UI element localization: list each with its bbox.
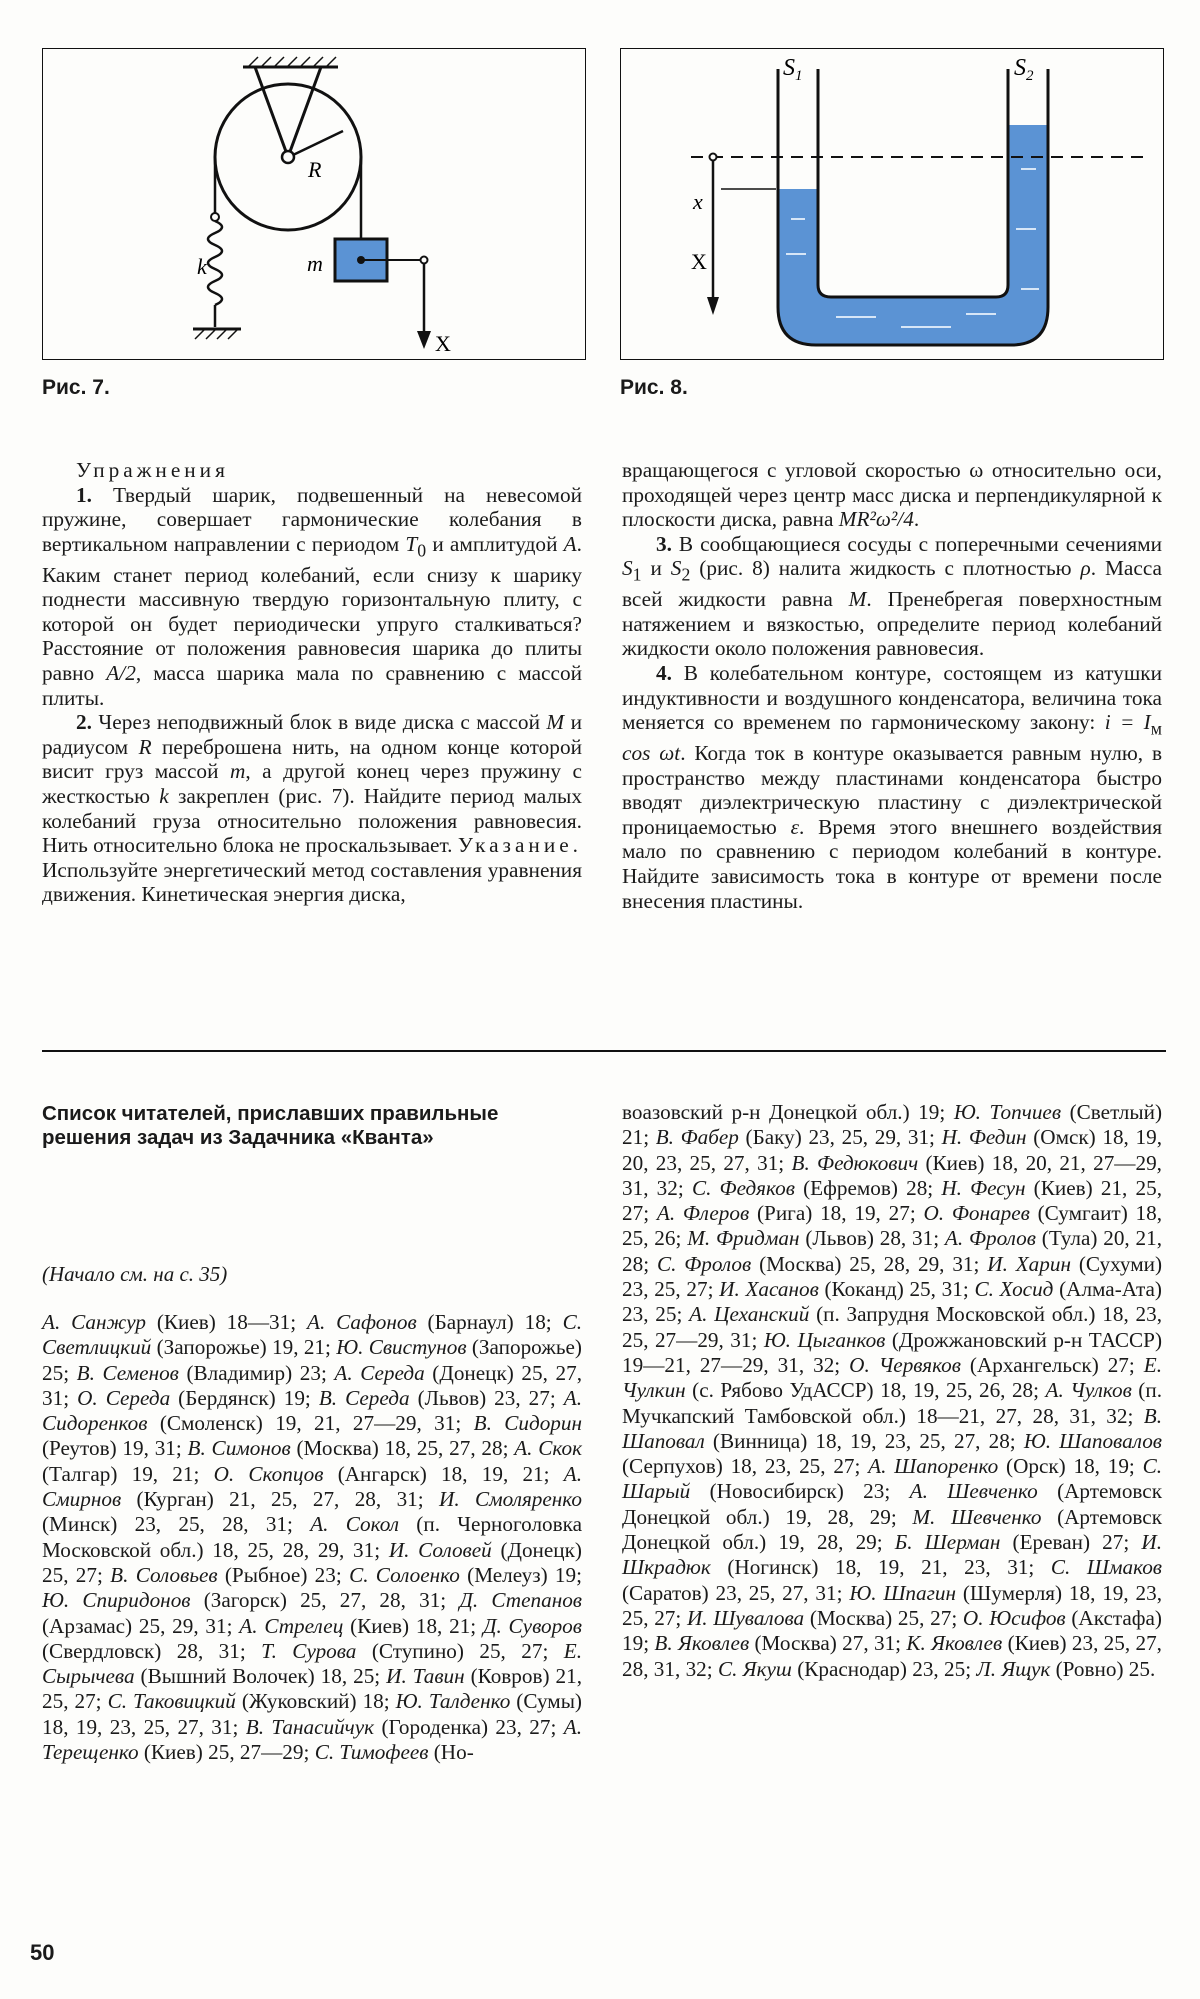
reader-details: (Сумгаит) 18, 25, 26; (622, 1201, 1163, 1251)
reader-name: В. Фабер (655, 1125, 739, 1150)
reader-details: (Рыбное) 23; (217, 1562, 350, 1587)
reader-details: (с. Рябово УдАССР) 18, 19, 25, 26, 28; (685, 1378, 1046, 1403)
reader-details: (Загорск) 25, 27, 28, 31; (190, 1588, 460, 1613)
reader-name: С. Светлицкий (42, 1310, 582, 1360)
reader-name: И. Шувалова (686, 1605, 805, 1630)
reader-name: А. Шевченко (909, 1479, 1038, 1504)
reader-name: А. Стрелец (239, 1613, 344, 1638)
label-m: m (307, 251, 323, 276)
reader-name: Ю. Цыганков (763, 1327, 886, 1352)
reader-details: (Баку) 23, 25, 29, 31; (738, 1125, 942, 1150)
reader-entry (77, 1386, 319, 1410)
reader-name: Л. Ящук (976, 1656, 1051, 1681)
reader-details: (Алма-Ата) 23, 25; (622, 1277, 1162, 1327)
readers-left-column (42, 1310, 582, 1765)
label-R: R (308, 157, 322, 182)
reader-name: А. Флеров (656, 1201, 750, 1226)
exercises-left-column (42, 458, 582, 907)
reader-details: (Киев) 18, 21; (343, 1613, 483, 1638)
reader-entry (687, 1226, 945, 1250)
reader-name: В. Сидорин (473, 1411, 582, 1436)
reader-name: С. Якуш (717, 1656, 792, 1681)
reader-entry (108, 1689, 396, 1713)
exercise-2-continued: вращающегося с угловой скоростью ω относительно оси, проходящей через центр масс диска и перпендикулярной к плоскости диска, равна MR²ω²/4. (622, 458, 1162, 532)
section-divider (42, 1050, 1166, 1052)
reader-details: (Краснодар) 23, 25; (791, 1656, 977, 1681)
reader-name: Ю. Свистунов (336, 1335, 467, 1360)
reader-details: (Москва) 18, 25, 27, 28; (290, 1436, 515, 1461)
reader-details: (Сухуми) 23, 25, 27; (622, 1251, 1162, 1302)
reader-details: (Акстафа) 19; (622, 1605, 1162, 1656)
reader-details: (Коканд) 25, 31; (818, 1277, 975, 1302)
reader-details: (Тула) 20, 21, 28; (622, 1226, 1162, 1276)
reader-details: (Киев) 18—31; (145, 1310, 308, 1334)
reader-entry (692, 1176, 941, 1200)
reader-entry (42, 1588, 459, 1612)
reader-name: С. Шмаков (1050, 1555, 1162, 1580)
reader-name: А. Сидоренков (42, 1385, 583, 1436)
reader-entry (976, 1657, 1155, 1681)
reader-details: (Донецк) 25, 27, 31; (42, 1360, 582, 1410)
reader-name: Д. Степанов (459, 1588, 582, 1613)
reader-name: И. Шкрадюк (622, 1530, 1163, 1580)
reader-name: И. Тавин (386, 1664, 465, 1689)
reader-details: (Артемовск Донецкой обл.) 19, 28, 29; (622, 1504, 1162, 1555)
page-number: 50 (30, 1940, 55, 1965)
reader-details: (Барнаул) 18; (416, 1310, 563, 1334)
reader-name: А. Чулков (1045, 1378, 1132, 1403)
reader-details: (Смоленск) 19, 21, 27—29, 31; (147, 1411, 474, 1436)
reader-details: (Рига) 18, 19, 27; (749, 1201, 924, 1226)
reader-details: (Донецк) 25, 27; (42, 1537, 582, 1587)
reader-name: А. Цеханский (689, 1302, 810, 1327)
label-X: X (435, 331, 451, 356)
figure-7-caption: Рис. 7. (42, 376, 110, 399)
reader-details: (Ровно) 25. (1050, 1656, 1156, 1681)
reader-entry (656, 1125, 942, 1149)
reader-name: А. Сокол (310, 1512, 400, 1537)
reader-details: (п. Черноголовка Московской обл.) 18, 25, 28, 29, 31; (42, 1512, 582, 1562)
reader-entry (654, 1631, 906, 1655)
exercise-1: 1. Твердый шарик, подвешенный на невесомой пружине, совершает гармонические колебания в вертикальном направлении с периодом $T_0$ и амплитудой A. Каким станет период колебаний, если снизу к шарику поднести массивную твердую горизонтальную плиту, с которой он будет периодически упруго сталкиваться? Расстояние от положения равновесия шарика до плиты равно A/2, масса шарика мала по сравнению с массой плиты. (42, 482, 582, 710)
reader-name: М. Фридман (687, 1226, 800, 1251)
reader-entry (214, 1462, 564, 1486)
label-S2: $S_2$ (1014, 55, 1034, 84)
reader-name: И. Смоляренко (439, 1487, 582, 1512)
reader-entry (315, 1740, 474, 1764)
reader-name: В. Симонов (187, 1436, 291, 1461)
label-k: k (197, 254, 207, 279)
pulley-spring-diagram (43, 49, 585, 359)
reader-details: (Владимир) 23; (178, 1360, 335, 1385)
reader-name: В. Федюкович (791, 1150, 919, 1175)
reader-details: (Мелеуз) 19; (459, 1562, 582, 1587)
reader-name: Е. Чулкин (622, 1352, 1162, 1403)
reader-name: В. Соловьев (110, 1562, 218, 1587)
reader-name: Т. Сурова (261, 1638, 357, 1663)
reader-name: И. Соловей (388, 1537, 492, 1562)
reader-details: (Москва) 27, 31; (749, 1631, 907, 1656)
reader-name: Ю. Талденко (395, 1689, 511, 1714)
reader-name: В. Яковлев (654, 1631, 750, 1656)
reader-details: (Саратов) 23, 25, 27, 31; (622, 1580, 850, 1605)
reader-name: С. Тимофеев (314, 1740, 429, 1765)
label-X-axis: X (691, 249, 707, 274)
reader-entry (895, 1530, 1142, 1554)
reader-entry (687, 1606, 963, 1630)
reader-details: (Дрожжановский р-н ТАССР) 19—21, 27—29, 31, 32; (622, 1327, 1162, 1377)
reader-entry (719, 1277, 974, 1301)
reader-name: С. Солоенко (349, 1562, 460, 1587)
exercises-right-column (622, 458, 1162, 913)
reader-details: (Винница) 18, 19, 23, 25, 27, 28; (704, 1428, 1024, 1453)
reader-name: А. Сафонов (307, 1310, 417, 1334)
reader-details: (Львов) 23, 27; (409, 1385, 564, 1410)
reader-name: О. Середа (77, 1385, 171, 1410)
reader-details: (Шумерля) 18, 19, 23, 25, 27; (622, 1580, 1163, 1630)
reader-entry (657, 1252, 987, 1276)
reader-name: С. Федяков (691, 1175, 795, 1200)
reader-name: Н. Фесун (941, 1175, 1026, 1200)
reader-details: (Сумы) 18, 19, 23, 25, 27, 31; (42, 1689, 582, 1739)
reader-name: О. Скопцов (213, 1461, 324, 1486)
exercise-2: 2. Через неподвижный блок в виде диска с массой M и радиусом R переброшена нить, на одном конце которой висит груз массой m, а другой конец через пружину с жесткостью k закреплен (рис. 7). Найдите период малых колебаний груза относительно положения равновесия. Нить относительно блока не проскальзывает. Указание. Используйте энергетический метод составления уравнения движения. Кинетическая энергия диска, (42, 710, 582, 907)
reader-details: (Киев) 21, 25, 27; (622, 1175, 1163, 1226)
reader-name: Ю. Шпагин (849, 1580, 956, 1605)
reader-details: (Новосибирск) 23; (690, 1479, 910, 1504)
reader-name: О. Червяков (849, 1352, 961, 1377)
reader-entry (261, 1639, 564, 1663)
reader-details: (п. Запрудня Московской обл.) 18, 23, 25, 27—29, 31; (622, 1302, 1163, 1352)
exercises-heading: Упражнения (76, 458, 229, 482)
reader-details: (Жуковский) 18; (235, 1689, 396, 1714)
reader-details: (Минск) 23, 25, 28, 31; (42, 1512, 311, 1537)
reader-name: С. Фролов (656, 1251, 752, 1276)
reader-entry (849, 1353, 1144, 1377)
reader-entry (307, 1310, 563, 1334)
label-x: x (693, 189, 703, 214)
reader-details: (Вышний Волочек) 18, 25; (134, 1664, 387, 1689)
reader-entry (110, 1563, 349, 1587)
reader-details: (Запорожье) 25; (42, 1335, 582, 1385)
reader-entry (319, 1386, 564, 1410)
reader-name: О. Юсифов (962, 1605, 1066, 1630)
readers-right-column (622, 1100, 1162, 1682)
reader-details: (Реутов) 19, 31; (42, 1436, 188, 1461)
readers-start-note: (Начало см. на с. 35) (42, 1262, 228, 1286)
reader-name: А. Смирнов (42, 1461, 582, 1512)
reader-name: А. Середа (334, 1360, 425, 1385)
reader-name: С. Таковицкий (107, 1689, 236, 1714)
figure-7-pulley (42, 48, 586, 360)
reader-details: (Ефремов) 28; (794, 1175, 942, 1200)
reader-details: (Ереван) 27; (1000, 1530, 1142, 1555)
reader-entry (188, 1436, 515, 1460)
reader-entry (868, 1454, 1142, 1478)
reader-entry (246, 1715, 564, 1739)
reader-entry (42, 1310, 307, 1334)
reader-details: (Ковров) 21, 25, 27; (42, 1664, 582, 1714)
reader-details: (Львов) 28, 31; (799, 1226, 945, 1251)
reader-name: В. Танасийчук (245, 1714, 375, 1739)
reader-name: Д. Суворов (482, 1613, 582, 1638)
reader-details: (Артемовск Донецкой обл.) 19, 28, 29; (622, 1479, 1162, 1529)
figure-8-u-tube (620, 48, 1164, 360)
reader-details: (Серпухов) 18, 23, 25, 27; (622, 1454, 869, 1479)
reader-details: (п. Мучкапский Тамбовской обл.) 18—21, 27, 28, 31, 32; (622, 1378, 1162, 1428)
reader-name: А. Санжур (42, 1310, 146, 1334)
reader-details: (Киев) 23, 25, 27, 28, 31, 32; (622, 1631, 1162, 1681)
reader-details: (Светлый) 21; (622, 1100, 1163, 1150)
reader-details: (Бердянск) 19; (170, 1385, 319, 1410)
communicating-vessels-diagram (621, 49, 1163, 359)
reader-entry (622, 1100, 954, 1124)
reader-name: А. Фролов (944, 1226, 1036, 1251)
reader-name: Е. Сырычева (42, 1638, 582, 1689)
readers-list-title: Список читателей, приславших правильные решения задач из Задачника «Кванта» (42, 1102, 499, 1149)
reader-name: М. Шевченко (912, 1504, 1042, 1529)
reader-name: О. Фонарев (923, 1201, 1030, 1226)
reader-name: В. Середа (318, 1385, 410, 1410)
reader-details: воазовский р-н Донецкой обл.) 19; (622, 1100, 954, 1124)
reader-details: (Москва) 25, 27; (804, 1605, 963, 1630)
reader-details: (Арзамас) 25, 29, 31; (42, 1613, 240, 1638)
reader-name: А. Терещенко (42, 1714, 582, 1765)
reader-entry (657, 1201, 924, 1225)
reader-details: (Ангарск) 18, 19, 21; (323, 1461, 564, 1486)
reader-name: В. Шаповал (622, 1403, 1162, 1453)
reader-details: (Киев) 25, 27—29; (138, 1740, 315, 1765)
reader-name: Н. Федин (941, 1125, 1027, 1150)
label-S1: $S_1$ (783, 55, 803, 84)
reader-name: Ю. Спиридонов (42, 1588, 191, 1613)
reader-details: (Городенка) 23, 27; (374, 1714, 564, 1739)
reader-details: (Омск) 18, 19, 20, 23, 25, 27, 31; (622, 1125, 1162, 1175)
reader-details: (Запорожье) 19, 21; (151, 1335, 337, 1360)
reader-name: И. Харин (987, 1251, 1071, 1276)
reader-name: Ю. Топчиев (953, 1100, 1062, 1124)
reader-name: С. Хосид (974, 1277, 1054, 1302)
reader-details: (Архангельск) 27; (960, 1352, 1144, 1377)
reader-name: А. Скок (514, 1436, 582, 1461)
reader-name: И. Хасанов (719, 1277, 819, 1302)
reader-details: (Свердловск) 28, 31; (42, 1638, 262, 1663)
reader-details: (Но- (428, 1740, 474, 1765)
reader-entry (77, 1361, 335, 1385)
reader-details: (Талгар) 19, 21; (42, 1461, 214, 1486)
reader-details: (Ногинск) 18, 19, 21, 23, 31; (710, 1555, 1051, 1580)
reader-name: К. Яковлев (906, 1631, 1003, 1656)
reader-details: (Курган) 21, 25, 27, 28, 31; (121, 1487, 440, 1512)
reader-details: (Москва) 25, 28, 29, 31; (751, 1251, 988, 1276)
reader-entry (718, 1657, 976, 1681)
reader-name: А. Шапоренко (868, 1454, 999, 1479)
figure-8-caption: Рис. 8. (620, 376, 688, 399)
reader-name: Ю. Шаповалов (1023, 1428, 1162, 1453)
reader-name: В. Семенов (76, 1360, 179, 1385)
reader-entry (239, 1614, 483, 1638)
exercise-3: 3. В сообщающиеся сосуды с поперечными сечениями $S_1$ и $S_2$ (рис. 8) налита жидкость с плотностью ρ. Масса всей жидкости равна M. Пренебрегая поверхностным натяжением и вязкостью, определите период колебаний жидкости около положения равновесия. (622, 531, 1163, 661)
reader-details: (Орск) 18, 19; (998, 1454, 1143, 1479)
reader-name: С. Шарый (622, 1454, 1162, 1504)
reader-entry (349, 1563, 582, 1587)
reader-name: Б. Шерман (894, 1530, 1001, 1555)
exercise-4: 4. В колебательном контуре, состоящем из катушки индуктивности и воздушного конденсатора, величина тока меняется со временем по гармоническому закону: $i = I_м$ cos ωt. Когда ток в контуре оказывается равным нулю, в пространство между пластинами конденсатора быстро вводят диэлектрическую пластину с диэлектрической проницаемостью ε. Время этого внешнего воздействия мало по сравнению с периодом колебаний в контуре. Найдите зависимость тока в контуре от времени после внесения пластины. (622, 661, 1162, 913)
spring (208, 221, 222, 305)
reader-details: (Киев) 18, 20, 21, 27—29, 31, 32; (622, 1150, 1162, 1200)
reader-details: (Ступино) 25, 27; (356, 1638, 564, 1663)
